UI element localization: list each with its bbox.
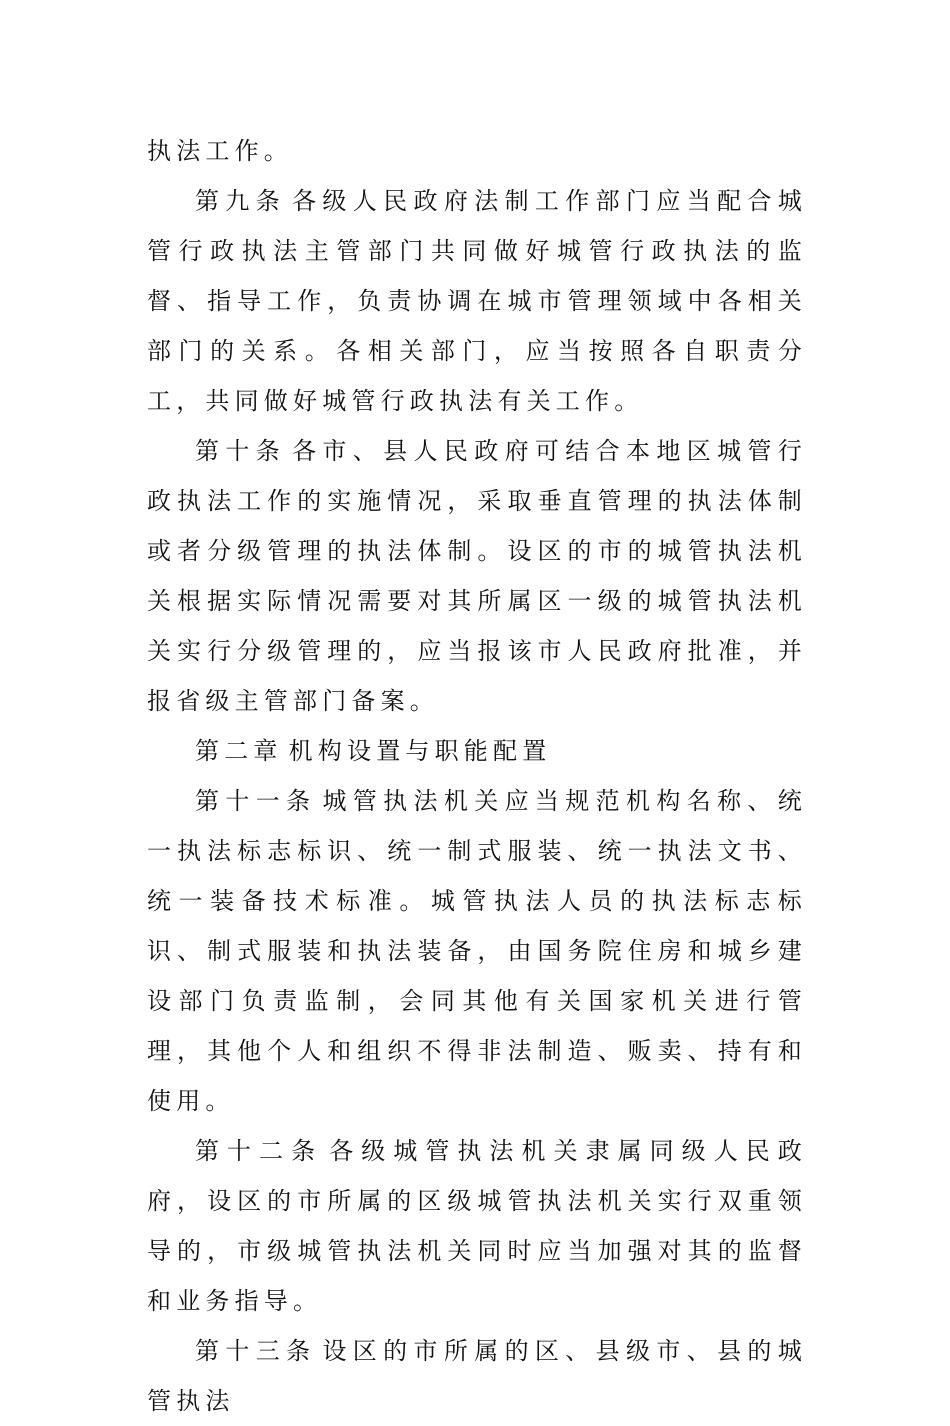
article-number: 第九条 [195, 187, 287, 215]
chapter-number: 第二章 [195, 737, 283, 765]
article-number: 第十二条 [195, 1137, 324, 1165]
article-text: 设区的市所属的区、县级市、县的城管执法 [147, 1337, 807, 1415]
article-number: 第十一条 [195, 787, 317, 815]
article-text: 各级人民政府法制工作部门应当配合城管行政执法主管部门共同做好城管行政执法的监督、指导工作，负责协调在城市管理领域中各相关部门的关系。各相关部门，应当按照各自职责分工，共同做好城管行政执法有关工作。 [147, 187, 807, 415]
article-text: 城管执法机关应当规范机构名称、统一执法标志标识、统一制式服装、统一执法文书、统一装备技术标准。城管执法人员的执法标志标识、制式服装和执法装备，由国务院住房和城乡建设部门负责监制，会同其他有关国家机关进行管理，其他个人和组织不得非法制造、贩卖、持有和使用。 [147, 787, 807, 1115]
article-12-paragraph [147, 1126, 807, 1326]
article-9-paragraph [147, 176, 807, 426]
chapter-2-heading [147, 726, 807, 776]
article-text: 各级城管执法机关隶属同级人民政府，设区的市所属的区级城管执法机关实行双重领导的，市级城管执法机关同时应当加强对其的监督和业务指导。 [147, 1137, 807, 1315]
chapter-title: 机构设置与职能配置 [288, 737, 552, 765]
paragraph-text: 执法工作。 [147, 137, 293, 165]
article-number: 第十条 [195, 437, 287, 465]
document-page [147, 126, 807, 1426]
article-text: 各市、县人民政府可结合本地区城管行政执法工作的实施情况，采取垂直管理的执法体制或者分级管理的执法体制。设区的市的城管执法机关根据实际情况需要对其所属区一级的城管执法机关实行分级管理的，应当报该市人民政府批准，并报省级主管部门备案。 [147, 437, 807, 715]
article-10-paragraph [147, 426, 807, 726]
paragraph-continuation [147, 126, 807, 176]
article-number: 第十三条 [195, 1337, 317, 1365]
article-13-paragraph [147, 1326, 807, 1426]
article-11-paragraph [147, 776, 807, 1126]
